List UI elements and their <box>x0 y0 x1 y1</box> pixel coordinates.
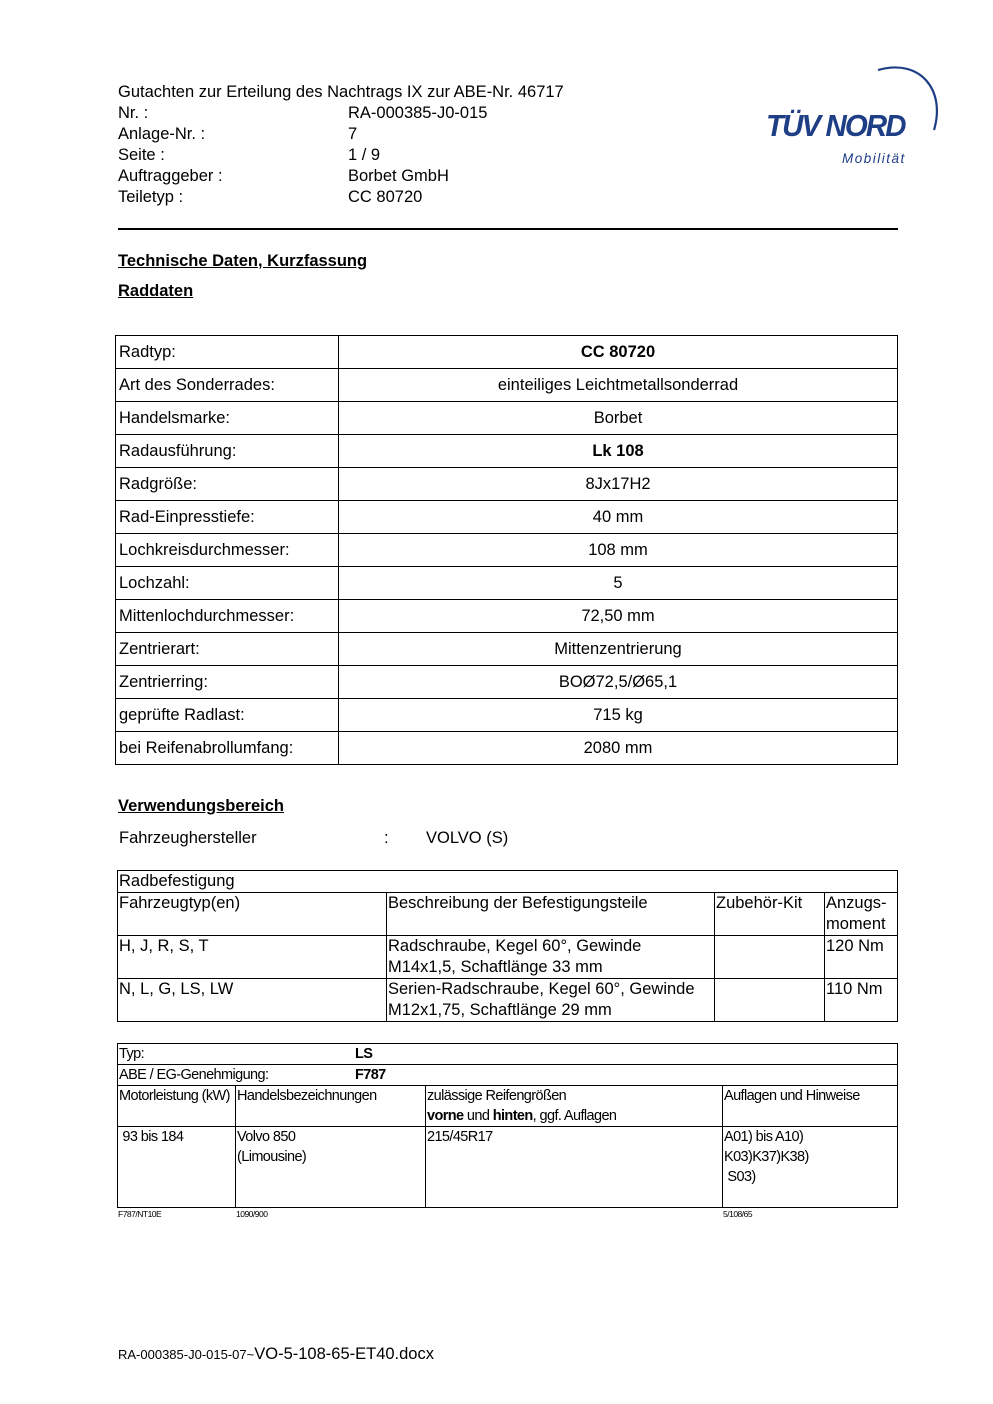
header-row-teiletyp <box>118 187 564 208</box>
reifen-rest: , ggf. Auflagen <box>532 1108 617 1124</box>
footer-large: VO-5-108-65-ET40.docx <box>254 1345 434 1363</box>
row-label: Mittenlochdurchmesser: <box>116 600 339 633</box>
header-key: Seite : <box>118 146 165 164</box>
table-header-row <box>118 1086 898 1127</box>
handel-line2: (Limousine) <box>237 1149 307 1165</box>
cell-kit <box>715 979 825 1022</box>
cell-reifen: 215/45R17 <box>426 1127 723 1208</box>
table-row <box>116 435 898 468</box>
typ-value: LS <box>355 1046 373 1062</box>
header-row-anlage <box>118 124 564 145</box>
row-label: Zentrierring: <box>116 666 339 699</box>
cell-kit <box>715 936 825 979</box>
auflagen-line2: K03)K37)K38) <box>724 1149 809 1165</box>
section-heading-verwendung: Verwendungsbereich <box>118 797 284 815</box>
header-value: CC 80720 <box>348 188 423 206</box>
column-header: Handelsbezeichnungen <box>236 1086 426 1127</box>
abe-value: F787 <box>355 1067 386 1083</box>
table-header-row <box>118 893 898 936</box>
row-value: BOØ72,5/Ø65,1 <box>339 666 898 699</box>
cell-handel <box>236 1127 426 1208</box>
document-header <box>118 82 564 208</box>
row-value: einteiliges Leichtmetallsonderrad <box>339 369 898 402</box>
table-row <box>116 666 898 699</box>
typ-label: Typ: <box>119 1046 144 1062</box>
cell-typ: N, L, G, LS, LW <box>118 979 387 1022</box>
row-label: Zentrierart: <box>116 633 339 666</box>
cell-desc: Serien-Radschraube, Kegel 60°, Gewinde M12x1,75, Schaftlänge 29 mm <box>387 979 715 1022</box>
table-row <box>118 936 898 979</box>
reifen-hinten: hinten <box>492 1108 533 1124</box>
footer-small: RA-000385-J0-015-07~ <box>118 1347 255 1362</box>
typ-table <box>117 1043 898 1208</box>
header-row-seite <box>118 145 564 166</box>
logo-subtitle: Mobilität <box>842 151 906 166</box>
header-divider <box>118 228 898 230</box>
column-header: Fahrzeugtyp(en) <box>118 893 387 936</box>
table-row <box>116 732 898 765</box>
table-row <box>118 1127 898 1208</box>
row-label: Radgröße: <box>116 468 339 501</box>
hersteller-label: Fahrzeughersteller <box>119 829 257 847</box>
footnote-c: 5/108/65 <box>723 1209 753 1219</box>
table-row <box>116 633 898 666</box>
hersteller-value: VOLVO (S) <box>426 829 509 847</box>
befestigung-title: Radbefestigung <box>118 871 898 893</box>
cell-auflagen <box>723 1127 898 1208</box>
column-header: Auflagen und Hinweise <box>723 1086 898 1127</box>
row-value: 72,50 mm <box>339 600 898 633</box>
table-row <box>116 600 898 633</box>
handel-line1: Volvo 850 <box>237 1129 296 1145</box>
auflagen-line1: A01) bis A10) <box>724 1129 804 1145</box>
footnote-a: F787/NT10E <box>118 1209 162 1219</box>
header-key: Anlage-Nr. : <box>118 125 206 143</box>
row-label: Rad-Einpresstiefe: <box>116 501 339 534</box>
reifen-header-line2 <box>427 1106 721 1126</box>
table-row <box>116 468 898 501</box>
row-label: Radtyp: <box>116 336 339 369</box>
section-heading-tech: Technische Daten, Kurzfassung <box>118 252 368 270</box>
reifen-header-line1: zulässige Reifengrößen <box>427 1088 567 1104</box>
row-label: Lochkreisdurchmesser: <box>116 534 339 567</box>
befestigung-table <box>117 870 898 1022</box>
hersteller-separator: : <box>384 829 389 847</box>
row-label: Radausführung: <box>116 435 339 468</box>
raddaten-table <box>115 335 898 765</box>
abe-row <box>118 1065 898 1086</box>
table-row <box>116 402 898 435</box>
reifen-vorne: vorne <box>427 1108 464 1124</box>
row-value: 108 mm <box>339 534 898 567</box>
table-row <box>116 534 898 567</box>
cell-moment: 120 Nm <box>825 936 898 979</box>
header-value: 1 / 9 <box>348 146 381 164</box>
header-value: RA-000385-J0-015 <box>348 104 488 122</box>
table-row <box>116 501 898 534</box>
row-value: Lk 108 <box>339 435 898 468</box>
auflagen-line3: S03) <box>724 1169 756 1185</box>
header-key: Nr. : <box>118 104 149 122</box>
header-value: 7 <box>348 125 358 143</box>
header-value: Borbet GmbH <box>348 167 449 185</box>
table-row <box>116 567 898 600</box>
tuv-nord-logo <box>760 60 945 170</box>
section-heading-raddaten: Raddaten <box>118 282 194 300</box>
row-label: Art des Sonderrades: <box>116 369 339 402</box>
row-value: CC 80720 <box>339 336 898 369</box>
row-value: Borbet <box>339 402 898 435</box>
row-label: bei Reifenabrollumfang: <box>116 732 339 765</box>
typ-row <box>118 1044 898 1065</box>
abe-label: ABE / EG-Genehmigung: <box>119 1067 269 1083</box>
header-key: Auftraggeber : <box>118 167 223 185</box>
row-value: 5 <box>339 567 898 600</box>
cell-desc: Radschraube, Kegel 60°, Gewinde M14x1,5, Schaftlänge 33 mm <box>387 936 715 979</box>
row-label: Handelsmarke: <box>116 402 339 435</box>
header-row-auftraggeber <box>118 166 564 187</box>
table-row <box>116 336 898 369</box>
table-row <box>116 699 898 732</box>
row-value: 40 mm <box>339 501 898 534</box>
table-row <box>118 1044 898 1065</box>
row-label: Lochzahl: <box>116 567 339 600</box>
logo-wordmark: TÜV NORD <box>766 108 905 143</box>
table-row <box>118 871 898 893</box>
header-key: Teiletyp : <box>118 188 184 206</box>
reifen-und: und <box>463 1108 493 1124</box>
row-value: 8Jx17H2 <box>339 468 898 501</box>
column-header: Anzugs-moment <box>825 893 898 936</box>
table-row <box>116 369 898 402</box>
column-header: Zubehör-Kit <box>715 893 825 936</box>
cell-motor: 93 bis 184 <box>118 1127 236 1208</box>
row-value: Mittenzentrierung <box>339 633 898 666</box>
table-row <box>118 979 898 1022</box>
document-title: Gutachten zur Erteilung des Nachtrags IX zur ABE-Nr. 46717 <box>118 83 564 101</box>
column-header: Beschreibung der Befestigungsteile <box>387 893 715 936</box>
row-value: 715 kg <box>339 699 898 732</box>
column-header: Motorleistung (kW) <box>118 1086 236 1127</box>
page-footer <box>118 1345 434 1364</box>
row-value: 2080 mm <box>339 732 898 765</box>
header-row-nr <box>118 103 564 124</box>
column-header-reifen <box>426 1086 723 1127</box>
row-label: geprüfte Radlast: <box>116 699 339 732</box>
footnote-b: 1090/900 <box>236 1209 268 1219</box>
cell-moment: 110 Nm <box>825 979 898 1022</box>
cell-typ: H, J, R, S, T <box>118 936 387 979</box>
table-row <box>118 1065 898 1086</box>
